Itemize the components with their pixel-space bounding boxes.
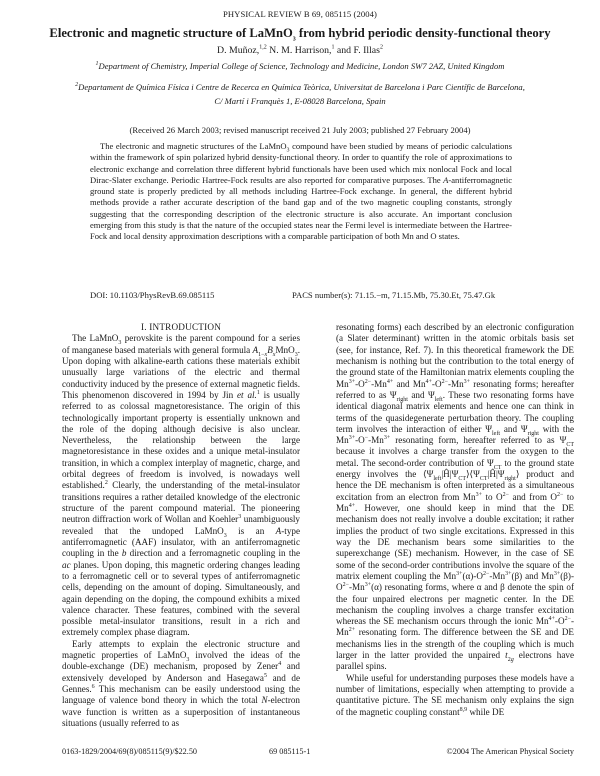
paragraph: While useful for understanding purposes these models have a number of limitations, especially when attempting to provide a quantitative picture. The SE mechanism only explains the sign of the magnetic coupling constant$^{8,9}$ while DE (336, 672, 574, 717)
paragraph: resonating forms) each described by an electronic configuration (a Slater determinant) written in the atomic orbitals basis set (see, for instance, Ref. 7). In this theoretical framework the DE mechanism is nothing but the contribution to the total energy of the ground state of the Hamiltonian matrix elements coupling the $Mn^{3+}-O^{2-}-Mn^{4+}$ and $Mn^{4+}-O^{2-}-Mn^{3+}$ resonating forms; hereafter referred to as $\Psi_{right}$ and $\Psi_{left}$. These two resonating forms have identical diagonal matrix elements and hence one can think in terms of the quasidegenerate perturbation theory. The coupling term involves the interaction of either $\Psi_{left}$ and $\Psi_{right}$ with the $Mn^{3+}-O^--Mn^{3+}$ resonating form, hereafter referred to as $\Psi_{CT}$ because it involves a charge transfer from the oxygen to the metal. The second-order contribution of $\Psi_{CT}$ to the ground state energy involves the $⟨\Psi_{left}|Ĥ|\Psi_{CT}⟩⟨\Psi_{CT}|Ĥ|\Psi_{right}⟩$ product and hence the DE mechanism is often interpreted as a simultaneous excitation from an electron from $Mn^{3+}$ to $O^{2-}$ and from $O^{2-}$ to $Mn^{4+}$. However, one should keep in mind that the DE mechanism does not really involve a double excitation; it rather implies the product of two single excitations. Expressed in this way the DE mechanism bears some similarities to the superexchange (SE) mechanism. However, in the case of SE some of the second-order contributions involve the square of the matrix element coupling the $Mn^{3+}(\alpha)-O^{2-}-Mn^{3+}(\beta)$ and $Mn^{3+}(\beta)-O^{2-}-Mn^{3+}(\alpha)$ resonating forms, where α and β denote the spin of the four unpaired electrons per magnetic center. In the DE mechanism the coupling involves a charge transfer excitation whereas the SE mechanism occurs through the ionic $Mn^{4+}-O^{2-}-Mn^{2+}$ resonating form. The difference between the SE and DE mechanisms lies in the strength of the coupling which is much larger in the latter provided the unpaired $t_{2g}$ electrons have parallel spins. (336, 322, 575, 672)
right-column (336, 322, 574, 718)
affiliation-2: $^2$Departament de Química Física i Centre de Recerca en Química Teòrica, Universitat de Barcelona i Parc Científic de Barcelona, (75, 82, 525, 92)
section-heading: I. INTRODUCTION (140, 322, 222, 332)
abstract: The electronic and magnetic structures of the LaMnO$_3$ compound have been studied by means of periodic calculations within the framework of spin polarized hybrid density-functional theory. In order to quantify the role of approximations to electronic exchange and correlation three different hybrid functionals have been used which mix nonlocal Fock and local Dirac-Slater exchange. Periodic Hartree-Fock results are also reported for comparative purposes. The A-antiferromagnetic ground state is properly predicted by all methods including Hartree-Fock exchange. In general, the different hybrid methods provide a rather accurate description of the band gap and of the two magnetic coupling constants, strongly suggesting that the corresponding description of the electronic structure is also accurate. An important conclusion emerging from this study is that the nature of the occupied states near the Fermi level is intermediate between the Hartree-Fock and local density approximation descriptions with a comparable participation of both Mn and O states. (90, 141, 513, 242)
page-number: 69 085115-1 (269, 747, 311, 756)
copyright: ©2004 The American Physical Society (446, 747, 574, 756)
left-column (62, 322, 300, 729)
author-list: D. Muñoz,$^{1,2}$ N. M. Harrison,$^1$ and F. Illas$^2$ (217, 44, 383, 56)
affiliation-1: $^1$Department of Chemistry, Imperial College of Science, Technology and Medicine, London SW7 2AZ, United Kingdom (95, 61, 505, 71)
running-head: PHYSICAL REVIEW B 69, 085115 (2004) (222, 9, 378, 19)
received-dates: (Received 26 March 2003; revised manuscript received 21 July 2003; published 27 February 2004) (129, 125, 471, 135)
doi[interactable]: DOI: 10.1103/PhysRevB.69.085115 (90, 290, 215, 300)
paragraph: The LaMnO$_3$ perovskite is the parent compound for a series of manganese based materials with general formula $A_{1-x}B_xMnO_3$. Upon doping with alkaline-earth cations these materials exhibit unusually large variations of the electric and thermal conductivity induced by the presence of external magnetic fields. This phenomenon discovered in 1994 by Jin et al.$^1$ is usually referred to as colossal magnetoresistance. The origin of this technologically important property is essentially unknown and the role of the doping although decisive is also unclear. Nevertheless, the relationship between the large magnetoresistance in these oxides and a unique metal-insulator transition, in which a complex interplay of magnetic, charge, and orbital degrees of freedom is involved, is nowadays well established.$^2$ Clearly, the understanding of the metal-insulator transitions requires a rather detailed knowledge of the electronic structure of the parent compound material. The pioneering neutron diffraction work of Wollan and Koehler$^3$ unambiguously revealed that the undoped LaMnO$_3$ is an A-type antiferromagnetic (AAF) insulator, with an antiferromagnetic coupling in the b direction and a ferromagnetic coupling in the ac planes. Upon doping, this magnetic ordering changes leading to a ferromagnetic cell or to several types of antiferromagnetic cells, depending on the amount of doping. Simultaneously, and again depending on the doping, the compound exhibits a mixed valence character. These features, combined with the several possible metal-insulator transitions, result in a rich and extremely complex phase diagram. (62, 333, 300, 638)
footer-code: 0163-1829/2004/69(8)/085115(9)/$22.50 (62, 747, 198, 756)
article-title: Electronic and magnetic structure of LaMnO$_3$ from hybrid periodic density-functional theory (49, 26, 551, 43)
affiliation-2-address: C/ Martí i Franquès 1, E-08028 Barcelona, Spain (214, 96, 386, 106)
paragraph: Early attempts to explain the electronic structure and magnetic properties of LaMnO$_3$ involved the ideas of the double-exchange (DE) mechanism, proposed by Zener$^4$ and extensively developed by Anderson and Hasegawa$^5$ and de Gennes.$^6$ This mechanism can be easily understood using the language of valence bond theory in which the total N-electron wave function is written as a superposition of instantaneous situations (usually referred to as (62, 638, 300, 728)
pacs-numbers: PACS number(s): 71.15.−m, 71.15.Mb, 75.30.Et, 75.47.Gk (292, 290, 496, 300)
